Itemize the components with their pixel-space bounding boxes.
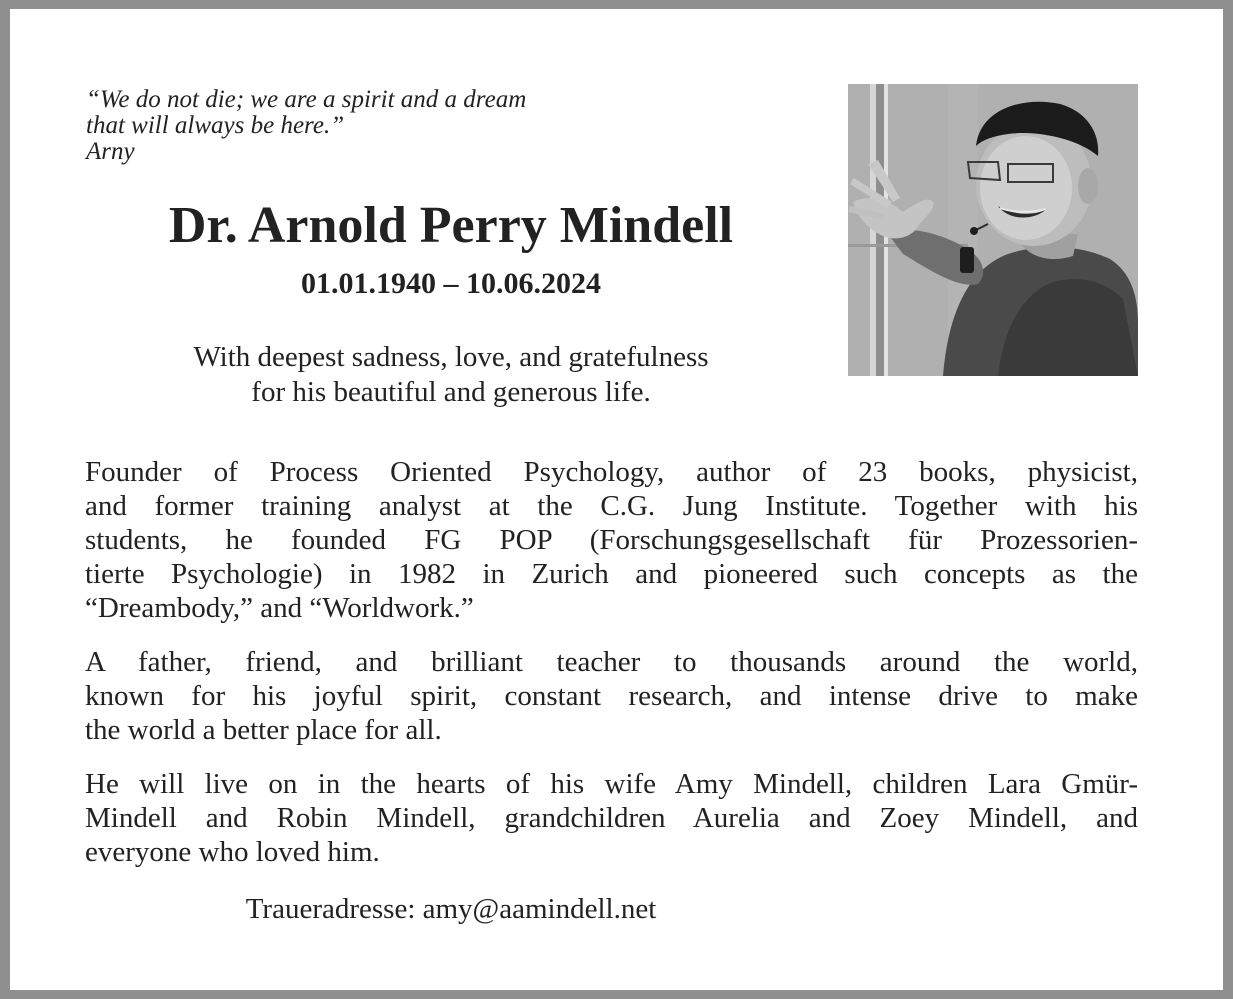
biography-paragraph <box>85 455 1138 625</box>
portrait-photo <box>848 84 1138 376</box>
text-line: He will live on in the hearts of his wife Amy Mindell, children Lara Gmür- <box>85 768 1138 800</box>
quote-author: Arny <box>86 138 135 165</box>
text-line: and former training analyst at the C.G. Jung Institute. Together with his <box>85 490 1138 522</box>
deceased-name: Dr. Arnold Perry Mindell <box>168 197 734 254</box>
obituary-notice <box>10 9 1223 990</box>
text-line: known for his joyful spirit, constant research, and intense drive to make <box>85 680 1138 712</box>
intro-dedication <box>70 340 832 410</box>
text-line: A father, friend, and brilliant teacher to thousands around the world, <box>85 646 1138 678</box>
life-dates: 01.01.1940 – 10.06.2024 <box>301 267 601 300</box>
intro-line-1: With deepest sadness, love, and gratefulness <box>193 341 709 373</box>
biography-text <box>85 455 1138 889</box>
text-line: everyone who loved him. <box>85 836 380 868</box>
condolence-address: Traueradresse: amy@aamindell.net <box>245 893 657 925</box>
intro-line-2: for his beautiful and generous life. <box>251 376 651 408</box>
quote-line-2: that will always be here.” <box>86 112 345 139</box>
text-line: students, he founded FG POP (Forschungsgesellschaft für Prozessorien- <box>85 524 1138 556</box>
text-line: “Dreambody,” and “Worldwork.” <box>85 592 474 624</box>
survivors-paragraph <box>85 767 1138 869</box>
quote-line-1: “We do not die; we are a spirit and a dream <box>86 86 527 113</box>
epigraph-quote <box>86 87 706 165</box>
text-line: tierte Psychologie) in 1982 in Zurich and pioneered such concepts as the <box>85 558 1138 590</box>
text-line: Mindell and Robin Mindell, grandchildren Aurelia and Zoey Mindell, and <box>85 802 1138 834</box>
text-line: Founder of Process Oriented Psychology, author of 23 books, physicist, <box>85 456 1138 488</box>
family-tribute-paragraph <box>85 645 1138 747</box>
portrait-photo-icon <box>848 84 1138 376</box>
text-line: the world a better place for all. <box>85 714 442 746</box>
